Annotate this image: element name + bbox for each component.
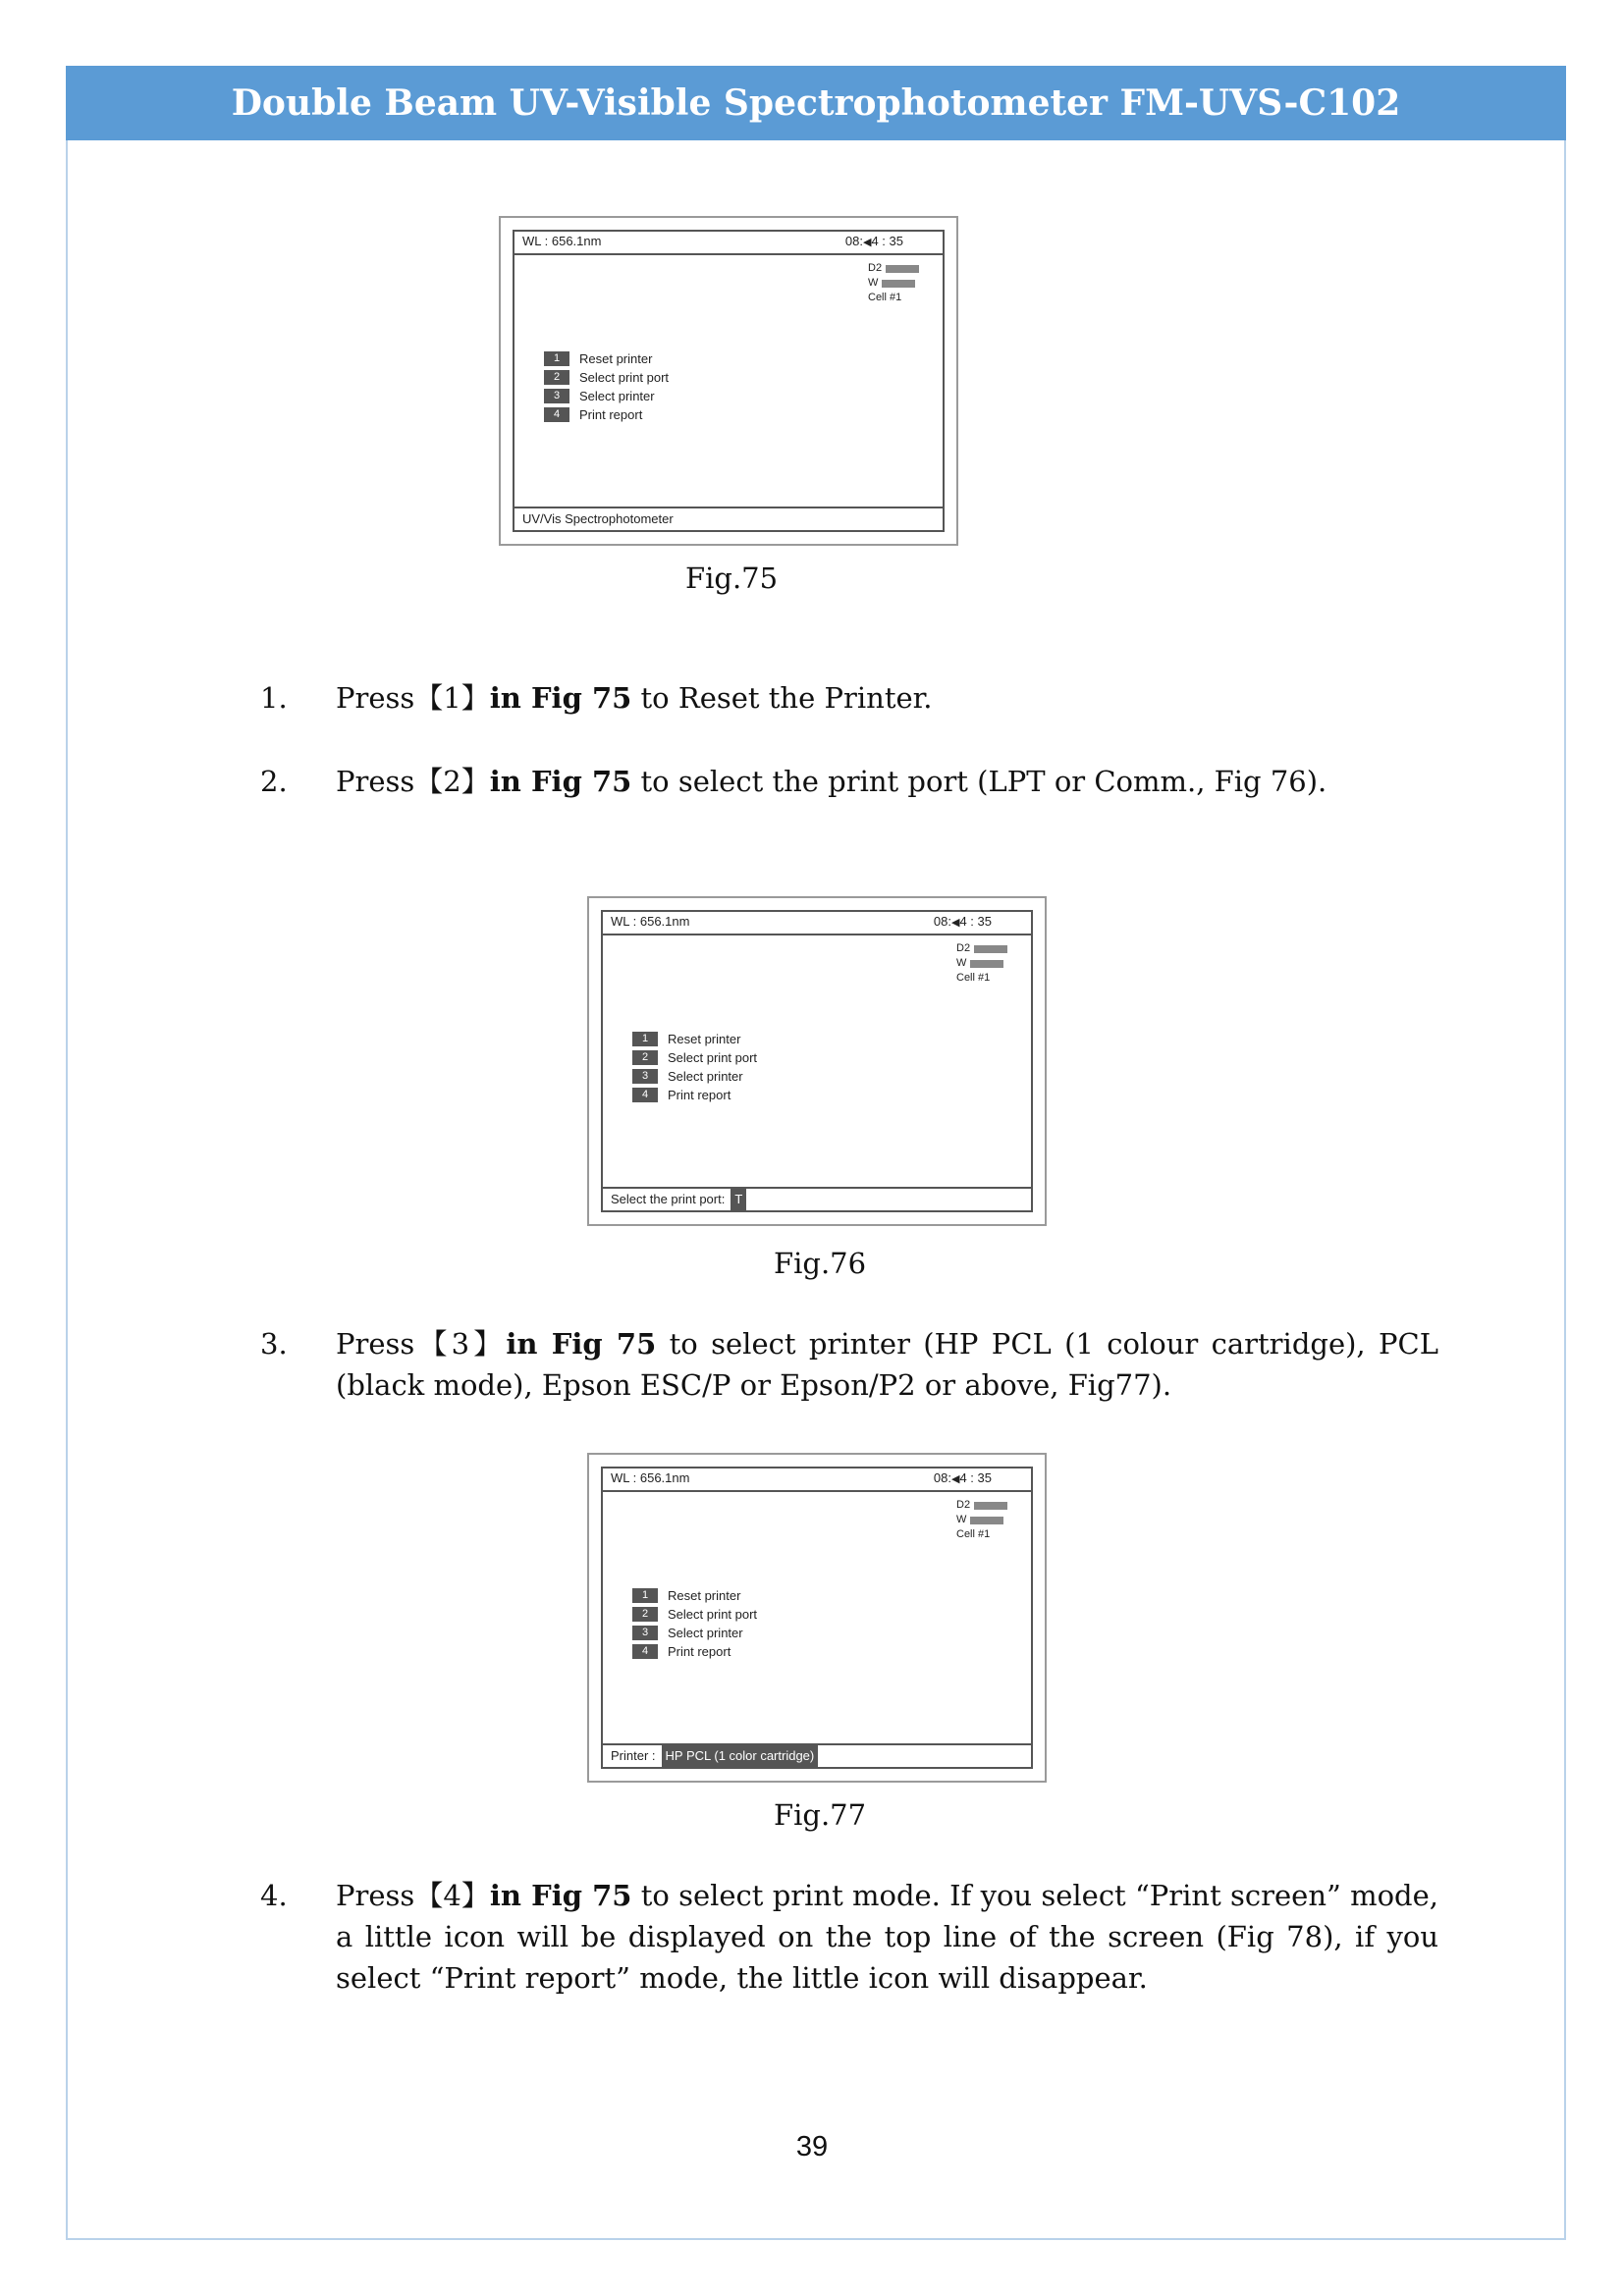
w-lamp-bar [970,1517,1003,1524]
d2-lamp-bar [974,1502,1007,1510]
w-lamp-bar [970,960,1003,968]
time-readout: 08:◀4 : 35 [844,234,903,248]
menu-item[interactable]: 4 Print report [632,1642,757,1661]
print-icon: ◀ [951,1473,960,1485]
menu-item[interactable]: 1 Reset printer [632,1030,757,1048]
fig75-screen [499,216,958,546]
d2-label: D2 [868,262,883,274]
w-lamp-bar [882,280,915,288]
printer-menu [632,1030,757,1104]
printer-menu [632,1586,757,1661]
fig77-screen [587,1453,1047,1783]
page-header: Double Beam UV-Visible Spectrophotometer FM-UVS-C102 [66,66,1566,140]
menu-item[interactable]: 1 Reset printer [632,1586,757,1605]
screen-top-line [514,232,943,255]
port-value: T [731,1189,746,1210]
d2-lamp-bar [974,945,1007,953]
screen-status-line: Printer : HP PCL (1 color cartridge) [603,1743,1031,1767]
printer-value: HP PCL (1 color cartridge) [662,1745,819,1767]
print-icon: ◀ [951,917,960,929]
menu-item[interactable]: 3 Select printer [632,1624,757,1642]
d2-lamp-bar [886,265,919,273]
page-number: 39 [795,2131,829,2163]
fig76-screen [587,896,1047,1226]
wavelength-readout: WL : 656.1nm [522,234,602,248]
menu-item[interactable]: 1 Reset printer [544,349,669,368]
fig75-caption: Fig.75 [685,561,779,595]
lamp-status: D2 W Cell #1 [956,1498,1025,1542]
screen-inner [513,230,945,532]
screen-inner [601,910,1033,1212]
w-label: W [868,277,879,289]
screen-inner [601,1467,1033,1769]
menu-item[interactable]: 4 Print report [544,405,669,424]
menu-item[interactable]: 3 Select printer [632,1067,757,1086]
menu-item[interactable]: 2 Select print port [544,368,669,387]
print-icon: ◀ [863,237,872,248]
fig77-caption: Fig.77 [774,1798,867,1832]
menu-item[interactable]: 2 Select print port [632,1605,757,1624]
screen-status-line: Select the print port: T [603,1187,1031,1210]
fig76-caption: Fig.76 [774,1247,867,1280]
menu-item[interactable]: 3 Select printer [544,387,669,405]
screen-top-line: WL : 656.1nm 08:◀4 : 35 [603,912,1031,935]
screen-top-line: WL : 656.1nm 08:◀4 : 35 [603,1468,1031,1492]
lamp-status: D2 W Cell #1 [956,941,1025,986]
menu-item[interactable]: 4 Print report [632,1086,757,1104]
screen-status-line: UV/Vis Spectrophotometer [514,507,943,530]
printer-menu [544,349,669,424]
menu-item[interactable]: 2 Select print port [632,1048,757,1067]
cell-label: Cell #1 [868,292,902,303]
lamp-status [868,261,937,305]
